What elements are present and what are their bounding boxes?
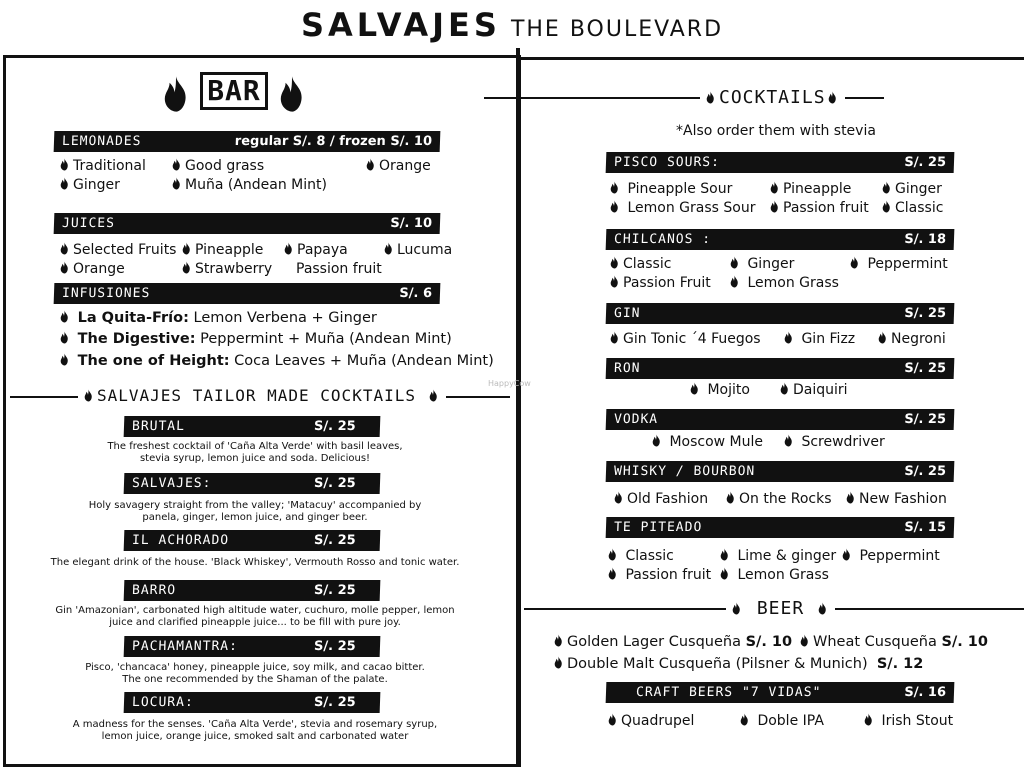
flame-icon: [844, 491, 857, 504]
tailor-header: BARRO S/. 25: [124, 580, 381, 601]
list-item: Ginger: [728, 256, 794, 272]
list-item: Gin Fizz: [782, 331, 855, 347]
gin-header: GIN S/. 25: [606, 303, 955, 324]
flame-icon: [552, 634, 565, 647]
cocktail-description: Pisco, 'chancaca' honey, pineapple juice, soy milk, and cacao bitter. The one recommended by the Shaman of the palate.: [85, 662, 425, 685]
flame-icon: [718, 567, 731, 580]
flame-icon: [282, 242, 295, 255]
flame-icon: [816, 602, 829, 615]
section-name: JUICES: [61, 216, 116, 231]
cocktails-title: COCKTAILS: [700, 87, 845, 108]
center-divider: [516, 48, 520, 766]
whisky-header: WHISKY / BOURBON S/. 25: [606, 461, 955, 482]
flame-icon: [768, 200, 781, 213]
vodka-header: VODKA S/. 25: [606, 409, 955, 430]
pisco-header: PISCO SOURS: S/. 25: [606, 152, 955, 173]
juices-header: [54, 213, 441, 234]
list-item: Passion Fruit: [608, 275, 711, 291]
flame-icon: [608, 331, 621, 344]
flame-icon: [58, 177, 71, 190]
cocktail-description: A madness for the senses. 'Caña Alta Verde', stevia and rosemary syrup, lemon juice, orange juice, smoked salt and carbonated water: [72, 719, 438, 742]
flame-icon: [782, 434, 795, 447]
flame-icon: [58, 158, 71, 171]
list-item: Moscow Mule: [650, 434, 763, 450]
list-item: New Fashion: [844, 491, 947, 507]
right-panel-top-border: [520, 57, 1024, 60]
list-item: Mojito: [688, 382, 750, 398]
flame-icon: [608, 181, 621, 194]
list-item: Passion fruit: [606, 567, 711, 583]
flame-icon: [608, 275, 621, 288]
cocktail-description: Gin 'Amazonian', carbonated high altitude water, cuchuro, molle pepper, lemon juice and clarified pineapple juice... to be fill with pure joy.: [55, 605, 455, 628]
list-item: Good grass: [170, 158, 264, 174]
flame-icon: [58, 331, 71, 344]
list-item: Negroni: [876, 331, 946, 347]
tailor-made-title: SALVAJES TAILOR MADE COCKTAILS: [78, 386, 446, 405]
section-name: INFUSIONES: [61, 286, 151, 301]
flame-icon: [688, 382, 701, 395]
tailor-header: SALVAJES: S/. 25: [124, 473, 381, 494]
cocktail-description: The freshest cocktail of 'Caña Alta Verde' with basil leaves, stevia syrup, lemon juice and soda. Delicious!: [107, 441, 403, 464]
list-item: On the Rocks: [724, 491, 832, 507]
flame-icon: [606, 567, 619, 580]
list-item: Lemon Grass: [718, 567, 829, 583]
list-item: Daiquiri: [778, 382, 848, 398]
flame-icon: [840, 548, 853, 561]
list-item: Peppermint: [840, 548, 940, 564]
lemonades-header: [54, 131, 441, 152]
flame-icon: [862, 713, 875, 726]
flame-icon: [160, 74, 192, 114]
flame-icon: [606, 548, 619, 561]
list-item: Doble IPA: [738, 713, 824, 729]
list-item: Irish Stout: [862, 713, 953, 729]
flame-icon: [704, 91, 717, 104]
list-item: Muña (Andean Mint): [170, 177, 327, 193]
section-price: S/. 6: [399, 286, 433, 301]
list-item: Pineapple Sour: [608, 181, 732, 197]
flame-icon: [82, 389, 95, 402]
list-item: Passion fruit: [296, 261, 382, 277]
flame-icon: [876, 331, 889, 344]
flame-icon: [612, 491, 625, 504]
list-item: La Quita-Frío: Lemon Verbena + Ginger: [58, 310, 377, 326]
flame-icon: [782, 331, 795, 344]
flame-icon: [778, 382, 791, 395]
list-item: Pineapple: [180, 242, 263, 258]
section-price: S/. 10: [390, 216, 433, 231]
flame-icon: [58, 242, 71, 255]
list-item: Lemon Grass Sour: [608, 200, 755, 216]
flame-icon: [58, 353, 71, 366]
flame-icon: [170, 158, 183, 171]
flame-icon: [728, 275, 741, 288]
list-item: Traditional: [58, 158, 146, 174]
list-item: Classic: [606, 548, 674, 564]
flame-icon: [848, 256, 861, 269]
flame-icon: [650, 434, 663, 447]
flame-icon: [880, 200, 893, 213]
beer-item: Wheat Cusqueña S/. 10: [798, 634, 988, 650]
cocktail-description: Holy savagery straight from the valley; 'Matacuy' accompanied by panela, ginger, lemon juice, and ginger beer.: [88, 500, 422, 523]
chilcanos-header: CHILCANOS : S/. 18: [606, 229, 955, 250]
flame-icon: [798, 634, 811, 647]
list-item: The one of Height: Coca Leaves + Muña (Andean Mint): [58, 353, 494, 369]
brand-subtitle: THE BOULEVARD: [510, 17, 724, 42]
beer-title: BEER: [726, 598, 835, 619]
stevia-note: *Also order them with stevia: [676, 123, 876, 139]
list-item: Ginger: [58, 177, 120, 193]
flame-icon: [768, 181, 781, 194]
list-item: Screwdriver: [782, 434, 885, 450]
list-item: Lime & ginger: [718, 548, 836, 564]
list-item: Old Fashion: [612, 491, 708, 507]
flame-icon: [552, 656, 565, 669]
list-item: Passion fruit: [768, 200, 869, 216]
watermark: HappyCow: [488, 379, 531, 388]
tailor-header: LOCURA: S/. 25: [124, 692, 381, 713]
list-item: Lucuma: [382, 242, 452, 258]
flame-icon: [180, 261, 193, 274]
beer-item: Double Malt Cusqueña (Pilsner & Munich) S/. 12: [552, 656, 923, 672]
tailor-header: BRUTAL S/. 25: [124, 416, 381, 437]
list-item: Orange: [364, 158, 431, 174]
flame-icon: [382, 242, 395, 255]
tailor-header: PACHAMANTRA: S/. 25: [124, 636, 381, 657]
list-item: Papaya: [282, 242, 348, 258]
list-item: Classic: [608, 256, 671, 272]
section-name: LEMONADES: [61, 134, 142, 149]
flame-icon: [738, 713, 751, 726]
flame-icon: [880, 181, 893, 194]
list-item: Classic: [880, 200, 943, 216]
brand-header: [0, 6, 1024, 44]
flame-icon: [608, 200, 621, 213]
tailor-header: IL ACHORADO S/. 25: [124, 530, 381, 551]
flame-icon: [170, 177, 183, 190]
flame-icon: [180, 242, 193, 255]
list-item: The Digestive: Peppermint + Muña (Andean Mint): [58, 331, 452, 347]
flame-icon: [730, 602, 743, 615]
list-item: Strawberry: [180, 261, 272, 277]
list-item: Gin Tonic ´4 Fuegos: [608, 331, 761, 347]
cocktail-description: The elegant drink of the house. 'Black Whiskey', Vermouth Rosso and tonic water.: [50, 557, 460, 568]
beer-item: Golden Lager Cusqueña S/. 10: [552, 634, 792, 650]
te-piteado-header: TE PITEADO S/. 15: [606, 517, 955, 538]
infusiones-header: [54, 283, 441, 304]
list-item: Quadrupel: [606, 713, 694, 729]
list-item: Pineapple: [768, 181, 851, 197]
flame-icon: [276, 74, 308, 114]
ron-header: RON S/. 25: [606, 358, 955, 379]
section-price: regular S/. 8 / frozen S/. 10: [234, 134, 433, 149]
list-item: Selected Fruits: [58, 242, 176, 258]
list-item: Ginger: [880, 181, 942, 197]
flame-icon: [606, 713, 619, 726]
bar-title: [160, 70, 310, 118]
flame-icon: [728, 256, 741, 269]
craft-beers-header: CRAFT BEERS "7 VIDAS" S/. 16: [606, 682, 955, 703]
flame-icon: [58, 261, 71, 274]
brand-name: SALVAJES: [300, 6, 501, 44]
bar-title-text: BAR: [200, 72, 268, 110]
flame-icon: [608, 256, 621, 269]
flame-icon: [427, 389, 440, 402]
flame-icon: [718, 548, 731, 561]
list-item: Lemon Grass: [728, 275, 839, 291]
flame-icon: [364, 158, 377, 171]
flame-icon: [826, 91, 839, 104]
list-item: Peppermint: [848, 256, 948, 272]
list-item: Orange: [58, 261, 125, 277]
flame-icon: [724, 491, 737, 504]
flame-icon: [58, 310, 71, 323]
